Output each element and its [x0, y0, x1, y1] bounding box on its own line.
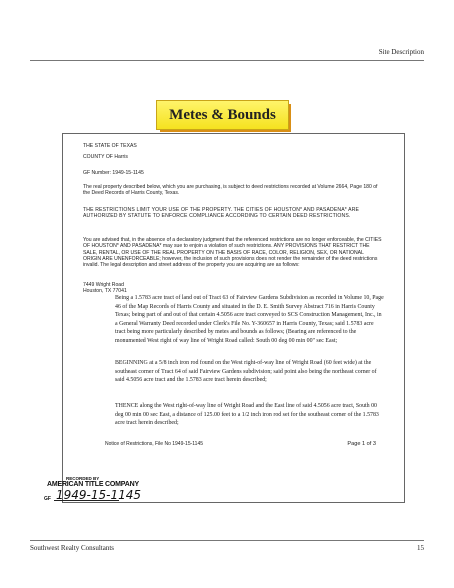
doc-county: COUNTY OF Harris: [83, 154, 128, 160]
doc-page-indicator: Page 1 of 3: [347, 441, 376, 447]
footer-company: Southwest Realty Consultants: [30, 544, 114, 552]
doc-gf-number: GF Number: 1949-15-1145: [83, 170, 144, 176]
stamp-underline: [54, 500, 119, 501]
legal-paragraph-1: Being a 1.5783 acre tract of land out of Tract 63 of Fairview Gardens Subdivision as recorded in Volume 10, Page 46 of the Map Records of Harris County and situated in the D. E. Smith Survey Abstract 716 in Harris County Texas; being part of and out of that certain 4.5056 acre tract conveyed to SCS Construction Management, Inc., in a General Warranty Deed recorded under Clerk's File No. Y-360657 in Harris County, Texas; said 1.5783 acre tract being more particularly described by metes and bounds as follows; (Bearing are referenced to the monumented West right of way line of Wright Road called: South 00 deg 00 min 00" sec East;: [115, 295, 384, 344]
page-header: [30, 48, 424, 60]
doc-paragraph-3: You are advised that, in the absence of a declaratory judgment that the referenced restrictions are no longer enforceable, the CITIES OF HOUSTON* AND PASADENA* may sue to enjoin a violation of such restrictions. ANY PROVISIONS THAT RESTRICT THE SALE, RENTAL, OR USE OF THE REAL PROPERTY ON THE BASIS OF RACE, COLOR, RELIGION, SEX, OR NATIONAL ORIGIN ARE UNENFORCEABLE; however, the inclusion of such provisions does not render the remainder of the deed restrictions invalid. The legal description and street address of the property you are acquiring are as follows:: [83, 237, 382, 269]
section-title: Site Description: [378, 48, 424, 56]
stamp-company: AMERICAN TITLE COMPANY: [47, 481, 139, 488]
title-company-stamp: [44, 476, 154, 510]
metes-bounds-banner: [156, 100, 289, 130]
header-rule: [30, 60, 424, 61]
doc-paragraph-2: THE RESTRICTIONS LIMIT YOUR USE OF THE PROPERTY. THE CITIES OF HOUSTON* AND PASADENA* ARE AUTHORIZED BY STATUTE TO ENFORCE COMPLIANCE ACCORDING TO CERTAIN DEED RESTRICTIONS.: [83, 207, 360, 220]
stamp-gf-label: GF: [44, 496, 51, 502]
banner-title: Metes & Bounds: [169, 106, 276, 123]
legal-paragraph-2: BEGINNING at a 5/8 inch iron rod found on the West right-of-way line of Wright Road (60 feet wide) at the southeast corner of Tract 64 of said Fairview Gardens subdivision; said point also being the northeast corner of said 4.5056 acre tract and the 1.5783 acre tract herein described;: [115, 360, 377, 384]
doc-paragraph-1: The real property described below, which you are purchasing, is subject to deed restrictions recorded at Volume 2664, Page 180 of the Deed Records of Harris County, Texas.: [83, 184, 378, 197]
notice-of-restrictions: Notice of Restrictions, File No 1949-15-1145: [105, 441, 204, 447]
footer-page-number: 15: [417, 544, 424, 552]
footer-rule: [30, 540, 424, 541]
stamp-recorded-by: RECORDED BY: [66, 476, 100, 481]
doc-address-line-1: 7449 Wright Road: [83, 282, 124, 288]
doc-address-line-2: Houston, TX 77041: [83, 288, 127, 294]
scanned-document: [62, 133, 405, 503]
doc-state: THE STATE OF TEXAS: [83, 143, 137, 149]
legal-paragraph-3: THENCE along the West right-of-way line of Wright Road and the East line of said 4.5056 acre tract, South 00 deg 00 min 00 sec East, a distance of 125.00 feet to a 1/2 inch iron rod set for the southeast corner of the 1.5783 acre tract herein described;: [115, 403, 379, 427]
stamp-gf-handwritten: 1949-15-1145: [56, 488, 142, 502]
